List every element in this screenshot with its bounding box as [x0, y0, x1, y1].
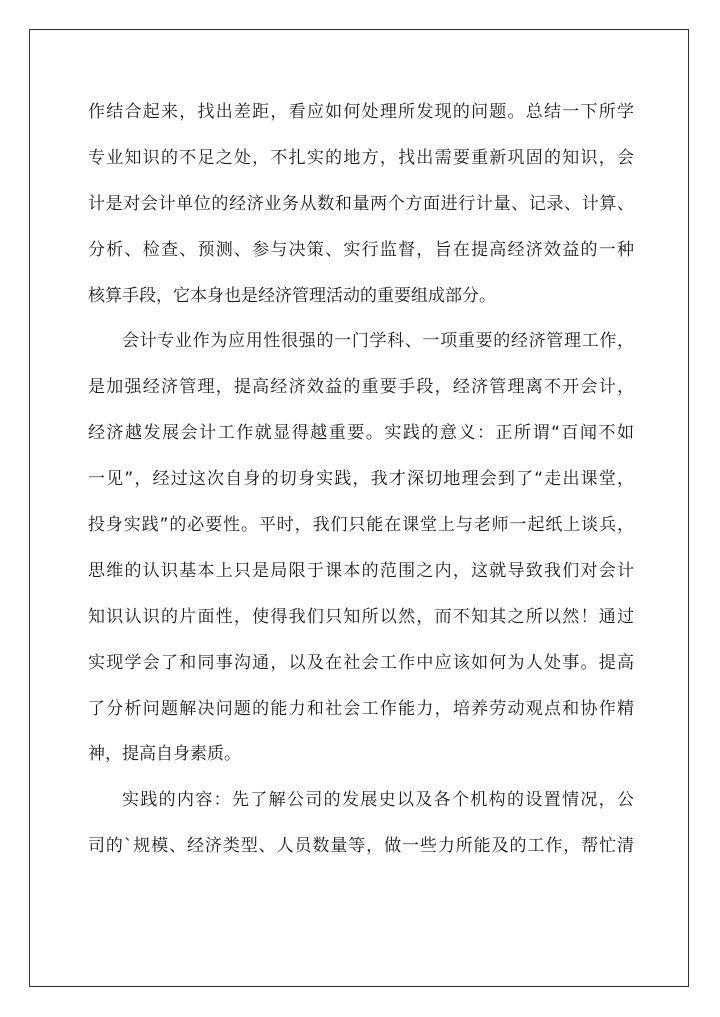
paragraph-first-line: 会计专业作为应用性很强的一门学科、一项重要的经济管理工作， — [122, 331, 634, 352]
text-line: 思维的认识基本上只是局限于课本的范围之内，这就导致我们对会计 — [88, 560, 634, 581]
text-line: 了分析问题解决问题的能力和社会工作能力，培养劳动观点和协作精 — [88, 698, 634, 719]
text-line: 知识认识的片面性，使得我们只知所以然，而不知其之所以然！通过 — [88, 606, 634, 627]
text-line: 专业知识的不足之处，不扎实的地方，找出需要重新巩固的知识，会 — [88, 147, 634, 168]
text-line: 核算手段，它本身也是经济管理活动的重要组成部分。 — [88, 285, 496, 306]
text-line: 实现学会了和同事沟通，以及在社会工作中应该如何为人处事。提高 — [88, 652, 634, 673]
text-line: 一见”，经过这次自身的切身实践，我才深切地理会到了“走出课堂， — [88, 469, 634, 490]
text-line: 是加强经济管理，提高经济效益的重要手段，经济管理离不开会计， — [88, 377, 634, 398]
document-body — [88, 90, 634, 870]
text-line: 经济越发展会计工作就显得越重要。实践的意义：正所谓“百闻不如 — [88, 423, 634, 444]
paragraph-first-line: 实践的内容：先了解公司的发展史以及各个机构的设置情况，公 — [122, 790, 634, 811]
text-line: 分析、检查、预测、参与决策、实行监督，旨在提高经济效益的一种 — [88, 239, 634, 260]
text-line: 投身实践”的必要性。平时，我们只能在课堂上与老师一起纸上谈兵， — [88, 515, 634, 536]
text-line: 司的`规模、经济类型、人员数量等，做一些力所能及的工作，帮忙清 — [88, 836, 634, 857]
text-line: 作结合起来，找出差距，看应如何处理所发现的问题。总结一下所学 — [88, 102, 634, 122]
text-line: 计是对会计单位的经济业务从数和量两个方面进行计量、记录、计算、 — [88, 193, 634, 214]
text-line: 神，提高自身素质。 — [88, 744, 241, 765]
